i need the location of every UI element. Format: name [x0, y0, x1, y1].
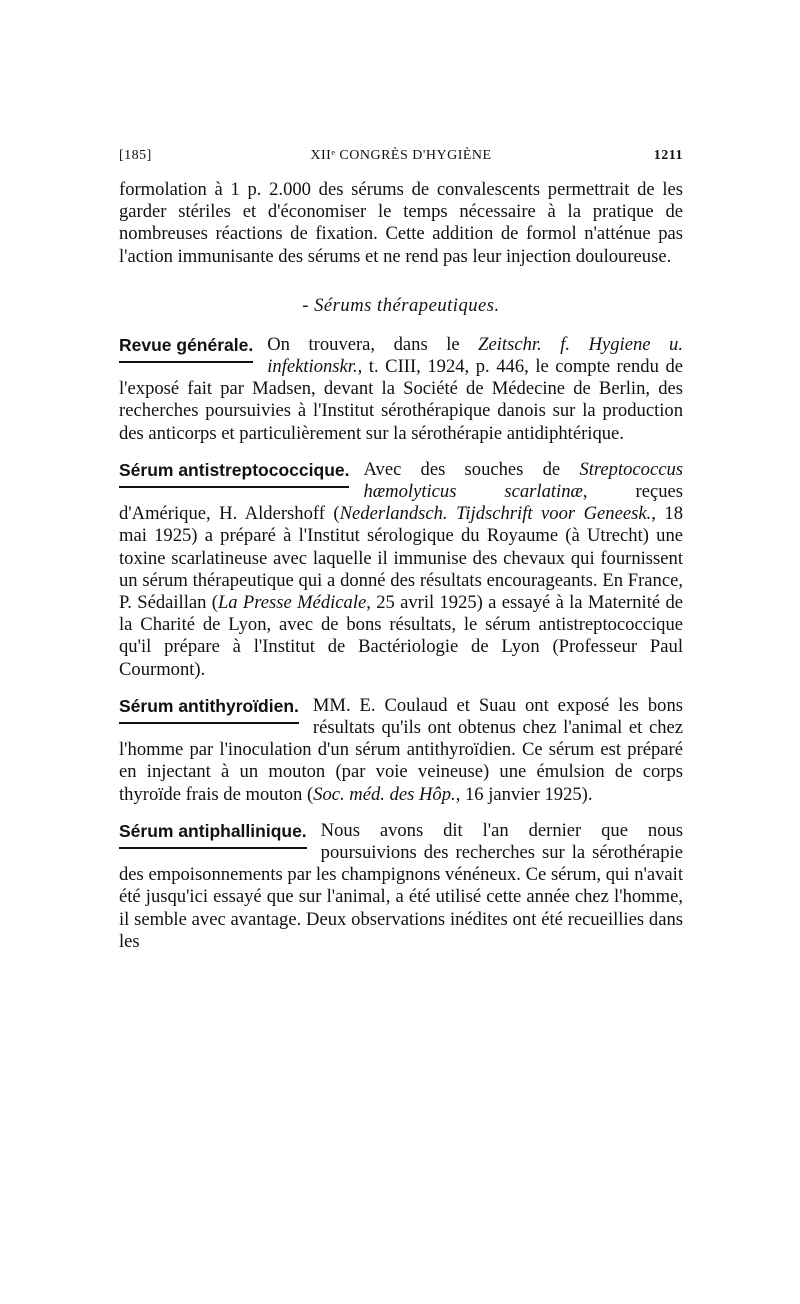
page-number: 1211: [653, 148, 683, 163]
entry-text: MM. E. Coulaud et Suau ont exposé les bons résultats qu'ils ont obtenus chez l'animal et chez l'homme par l'inoculation d'un sérum antithyroïdien. Ce sérum est préparé en injectant à un mouton (par voie veineuse) une émulsion de corps thyroïde frais de mouton (Soc. méd. des Hôp., 16 janvier 1925).: [119, 694, 683, 805]
entry-heading: Sérum antithyroïdien.: [119, 695, 299, 739]
entry-serum-antiphallinique: [119, 820, 683, 953]
running-title: XIIᵉ CONGRÈS D'HYGIÈNE: [310, 148, 492, 163]
page-bracket-number: [185]: [119, 148, 152, 163]
entry-heading: Sérum antiphallinique.: [119, 820, 307, 864]
entry-heading: Sérum antistreptococcique.: [119, 459, 349, 503]
entry-serum-antistreptococcique: [119, 459, 683, 681]
entry-text: Nous avons dit l'an dernier que nous poursuivions des recherches sur la sérothérapie des empoisonnements par les champignons vénéneux. Ce sérum, qui n'avait été jusqu'ici essayé que sur l'animal, a été utilisé cette année chez l'homme, il semble avec avantage. Deux observations inédites ont été recueillies dans les: [119, 819, 683, 952]
entry-serum-antithyroidien: [119, 695, 683, 806]
entry-text: On trouvera, dans le Zeitschr. f. Hygiene u. infektionskr., t. CIII, 1924, p. 446, le compte rendu de l'exposé fait par Madsen, devant la Société de Médecine de Berlin, des recherches poursuivies à l'Institut sérothérapique danois sur la production des anticorps et particulièrement sur la sérothérapie antidiphtérique.: [119, 333, 683, 444]
section-title: - Sérums thérapeutiques.: [302, 294, 500, 316]
entries-list: [119, 334, 683, 953]
entry-revue-generale: [119, 334, 683, 445]
running-head: [119, 148, 683, 170]
entry-text: Avec des souches de Streptococcus hæmolyticus scarlatinæ, reçues d'Amérique, H. Aldershoff (Nederlandsch. Tijdschrift voor Geneesk., 18 mai 1925) a préparé à l'Institut sérologique du Royaume (à Utrecht) une toxine scarlatineuse avec laquelle il immunise des chevaux qui fournissent un sérum thérapeutique qui a donné des résultats encourageants. En France, P. Sédaillan (La Presse Médicale, 25 avril 1925) a essayé à la Maternité de la Charité de Lyon, avec de bons résultats, le sérum antistreptococcique qu'il prépare à l'Institut de Bactériologie de Lyon (Professeur Paul Courmont).: [119, 458, 684, 680]
entry-heading: Revue générale.: [119, 334, 253, 378]
book-page: [119, 148, 683, 953]
intro-paragraph: formolation à 1 p. 2.000 des sérums de convalescents permettrait de les garder stériles et d'économiser le temps nécessaire à la pratique de nombreuses réactions de fixation. Cette addition de formol n'atténue pas l'action immunisante des sérums et ne rend pas leur injection douloureuse.: [119, 179, 683, 267]
